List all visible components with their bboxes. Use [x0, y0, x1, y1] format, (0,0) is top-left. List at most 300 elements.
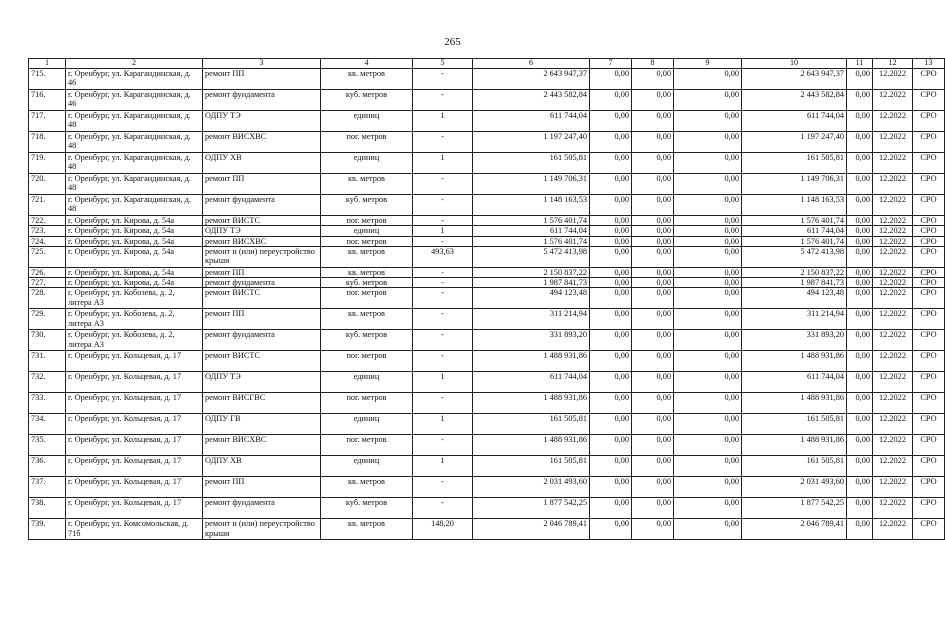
table-row	[29, 174, 945, 195]
fund-cell: 0,00	[590, 216, 632, 226]
row-number-cell: 728.	[29, 288, 66, 309]
extra-cell: 0,00	[847, 372, 873, 393]
source-cell: СРО	[913, 216, 945, 226]
quantity-cell: -	[413, 477, 473, 498]
quantity-cell: -	[413, 195, 473, 216]
row-number-cell: 724.	[29, 236, 66, 246]
budget-cell: 0,00	[632, 414, 674, 435]
extra-cell: 0,00	[847, 456, 873, 477]
fund-cell: 0,00	[590, 351, 632, 372]
row-number-cell: 738.	[29, 498, 66, 519]
work-type-cell: ОДПУ ТЭ	[203, 226, 321, 236]
other-cell: 0,00	[674, 393, 742, 414]
budget-cell: 0,00	[632, 278, 674, 288]
address-cell: г. Оренбург, ул. Кольцевая, д. 17	[66, 435, 203, 456]
work-type-cell: ремонт ПП	[203, 477, 321, 498]
row-number-cell: 721.	[29, 195, 66, 216]
extra-cell: 0,00	[847, 519, 873, 540]
work-type-cell: ремонт ВИСТС	[203, 288, 321, 309]
deadline-cell: 12.2022	[873, 288, 913, 309]
work-type-cell: ремонт ВИСХВС	[203, 435, 321, 456]
owner-funds-cell: 2 150 837,22	[742, 267, 847, 277]
total-cost-cell: 1 149 706,31	[473, 174, 590, 195]
deadline-cell: 12.2022	[873, 456, 913, 477]
fund-cell: 0,00	[590, 288, 632, 309]
address-cell: г. Оренбург, ул. Кольцевая, д. 17	[66, 372, 203, 393]
row-number-cell: 723.	[29, 226, 66, 236]
unit-cell: кв. метров	[321, 267, 413, 277]
deadline-cell: 12.2022	[873, 153, 913, 174]
address-cell: г. Оренбург, ул. Карагандинская, д. 46	[66, 69, 203, 90]
budget-cell: 0,00	[632, 174, 674, 195]
table-row	[29, 226, 945, 236]
source-cell: СРО	[913, 246, 945, 267]
budget-cell: 0,00	[632, 456, 674, 477]
other-cell: 0,00	[674, 195, 742, 216]
source-cell: СРО	[913, 69, 945, 90]
address-cell: г. Оренбург, ул. Кирова, д. 54а	[66, 226, 203, 236]
row-number-cell: 739.	[29, 519, 66, 540]
other-cell: 0,00	[674, 519, 742, 540]
other-cell: 0,00	[674, 216, 742, 226]
owner-funds-cell: 161 505,81	[742, 414, 847, 435]
owner-funds-cell: 1 149 706,31	[742, 174, 847, 195]
address-cell: г. Оренбург, ул. Кольцевая, д. 17	[66, 477, 203, 498]
row-number-cell: 729.	[29, 309, 66, 330]
quantity-cell: -	[413, 330, 473, 351]
quantity-cell: -	[413, 90, 473, 111]
deadline-cell: 12.2022	[873, 309, 913, 330]
other-cell: 0,00	[674, 267, 742, 277]
extra-cell: 0,00	[847, 216, 873, 226]
extra-cell: 0,00	[847, 90, 873, 111]
other-cell: 0,00	[674, 309, 742, 330]
source-cell: СРО	[913, 519, 945, 540]
table-row	[29, 236, 945, 246]
unit-cell: кв. метров	[321, 246, 413, 267]
source-cell: СРО	[913, 90, 945, 111]
extra-cell: 0,00	[847, 435, 873, 456]
budget-cell: 0,00	[632, 226, 674, 236]
table-row	[29, 288, 945, 309]
work-type-cell: ремонт ВИСГВС	[203, 393, 321, 414]
source-cell: СРО	[913, 435, 945, 456]
source-cell: СРО	[913, 132, 945, 153]
fund-cell: 0,00	[590, 498, 632, 519]
total-cost-cell: 1 148 163,53	[473, 195, 590, 216]
source-cell: СРО	[913, 351, 945, 372]
deadline-cell: 12.2022	[873, 414, 913, 435]
address-cell: г. Оренбург, ул. Кирова, д. 54а	[66, 246, 203, 267]
unit-cell: кв. метров	[321, 309, 413, 330]
column-header: 6	[473, 59, 590, 69]
source-cell: СРО	[913, 226, 945, 236]
unit-cell: пог. метров	[321, 236, 413, 246]
row-number-cell: 717.	[29, 111, 66, 132]
other-cell: 0,00	[674, 153, 742, 174]
unit-cell: кв. метров	[321, 519, 413, 540]
budget-cell: 0,00	[632, 477, 674, 498]
fund-cell: 0,00	[590, 174, 632, 195]
fund-cell: 0,00	[590, 330, 632, 351]
deadline-cell: 12.2022	[873, 111, 913, 132]
other-cell: 0,00	[674, 414, 742, 435]
quantity-cell: -	[413, 174, 473, 195]
column-header: 10	[742, 59, 847, 69]
extra-cell: 0,00	[847, 393, 873, 414]
deadline-cell: 12.2022	[873, 267, 913, 277]
budget-cell: 0,00	[632, 330, 674, 351]
work-type-cell: ремонт фундамента	[203, 195, 321, 216]
row-number-cell: 725.	[29, 246, 66, 267]
extra-cell: 0,00	[847, 351, 873, 372]
address-cell: г. Оренбург, ул. Кобозева, д. 2, литера А3	[66, 309, 203, 330]
work-type-cell: ремонт фундамента	[203, 90, 321, 111]
fund-cell: 0,00	[590, 226, 632, 236]
extra-cell: 0,00	[847, 195, 873, 216]
work-type-cell: ремонт и (или) переустройство крыши	[203, 519, 321, 540]
total-cost-cell: 311 214,94	[473, 309, 590, 330]
unit-cell: куб. метров	[321, 90, 413, 111]
row-number-cell: 716.	[29, 90, 66, 111]
source-cell: СРО	[913, 309, 945, 330]
total-cost-cell: 494 123,48	[473, 288, 590, 309]
total-cost-cell: 1 877 542,25	[473, 498, 590, 519]
column-header: 2	[66, 59, 203, 69]
owner-funds-cell: 5 472 413,98	[742, 246, 847, 267]
work-type-cell: ОДПУ ГВ	[203, 414, 321, 435]
total-cost-cell: 5 472 413,98	[473, 246, 590, 267]
deadline-cell: 12.2022	[873, 69, 913, 90]
table-row	[29, 330, 945, 351]
source-cell: СРО	[913, 498, 945, 519]
fund-cell: 0,00	[590, 278, 632, 288]
row-number-cell: 737.	[29, 477, 66, 498]
source-cell: СРО	[913, 111, 945, 132]
budget-cell: 0,00	[632, 309, 674, 330]
fund-cell: 0,00	[590, 69, 632, 90]
row-number-cell: 726.	[29, 267, 66, 277]
budget-cell: 0,00	[632, 216, 674, 226]
address-cell: г. Оренбург, ул. Кирова, д. 54а	[66, 267, 203, 277]
row-number-cell: 730.	[29, 330, 66, 351]
total-cost-cell: 161 505,81	[473, 153, 590, 174]
other-cell: 0,00	[674, 498, 742, 519]
table-row	[29, 393, 945, 414]
table-row	[29, 111, 945, 132]
column-header: 9	[674, 59, 742, 69]
fund-cell: 0,00	[590, 132, 632, 153]
owner-funds-cell: 2 046 789,41	[742, 519, 847, 540]
work-type-cell: ремонт фундамента	[203, 278, 321, 288]
row-number-cell: 718.	[29, 132, 66, 153]
quantity-cell: -	[413, 132, 473, 153]
extra-cell: 0,00	[847, 267, 873, 277]
row-number-cell: 720.	[29, 174, 66, 195]
total-cost-cell: 331 893,20	[473, 330, 590, 351]
budget-cell: 0,00	[632, 236, 674, 246]
source-cell: СРО	[913, 330, 945, 351]
other-cell: 0,00	[674, 69, 742, 90]
unit-cell: кв. метров	[321, 174, 413, 195]
column-header: 11	[847, 59, 873, 69]
source-cell: СРО	[913, 477, 945, 498]
work-type-cell: ОДПУ ХВ	[203, 153, 321, 174]
owner-funds-cell: 1 148 163,53	[742, 195, 847, 216]
address-cell: г. Оренбург, ул. Кольцевая, д. 17	[66, 414, 203, 435]
quantity-cell: -	[413, 351, 473, 372]
total-cost-cell: 1 488 931,86	[473, 351, 590, 372]
fund-cell: 0,00	[590, 236, 632, 246]
table-row	[29, 90, 945, 111]
other-cell: 0,00	[674, 278, 742, 288]
work-type-cell: ремонт ВИСХВС	[203, 132, 321, 153]
budget-cell: 0,00	[632, 195, 674, 216]
extra-cell: 0,00	[847, 226, 873, 236]
row-number-cell: 736.	[29, 456, 66, 477]
unit-cell: единиц	[321, 456, 413, 477]
extra-cell: 0,00	[847, 309, 873, 330]
unit-cell: пог. метров	[321, 435, 413, 456]
address-cell: г. Оренбург, ул. Карагандинская, д. 48	[66, 153, 203, 174]
total-cost-cell: 1 197 247,40	[473, 132, 590, 153]
extra-cell: 0,00	[847, 477, 873, 498]
deadline-cell: 12.2022	[873, 132, 913, 153]
deadline-cell: 12.2022	[873, 278, 913, 288]
fund-cell: 0,00	[590, 477, 632, 498]
owner-funds-cell: 331 893,20	[742, 330, 847, 351]
owner-funds-cell: 1 488 931,86	[742, 393, 847, 414]
quantity-cell: 1	[413, 456, 473, 477]
deadline-cell: 12.2022	[873, 351, 913, 372]
row-number-cell: 734.	[29, 414, 66, 435]
budget-cell: 0,00	[632, 132, 674, 153]
total-cost-cell: 2 443 582,84	[473, 90, 590, 111]
other-cell: 0,00	[674, 174, 742, 195]
row-number-cell: 722.	[29, 216, 66, 226]
fund-cell: 0,00	[590, 153, 632, 174]
total-cost-cell: 1 987 841,73	[473, 278, 590, 288]
quantity-cell: 493,63	[413, 246, 473, 267]
source-cell: СРО	[913, 236, 945, 246]
deadline-cell: 12.2022	[873, 195, 913, 216]
deadline-cell: 12.2022	[873, 477, 913, 498]
unit-cell: единиц	[321, 153, 413, 174]
owner-funds-cell: 161 505,81	[742, 153, 847, 174]
other-cell: 0,00	[674, 477, 742, 498]
source-cell: СРО	[913, 372, 945, 393]
table-row	[29, 132, 945, 153]
address-cell: г. Оренбург, ул. Кобозева, д. 2, литера А3	[66, 330, 203, 351]
deadline-cell: 12.2022	[873, 246, 913, 267]
work-type-cell: ремонт ВИСХВС	[203, 236, 321, 246]
work-type-cell: ремонт ПП	[203, 309, 321, 330]
budget-cell: 0,00	[632, 351, 674, 372]
extra-cell: 0,00	[847, 111, 873, 132]
source-cell: СРО	[913, 195, 945, 216]
extra-cell: 0,00	[847, 498, 873, 519]
row-number-cell: 719.	[29, 153, 66, 174]
extra-cell: 0,00	[847, 330, 873, 351]
column-header: 1	[29, 59, 66, 69]
quantity-cell: -	[413, 309, 473, 330]
fund-cell: 0,00	[590, 456, 632, 477]
total-cost-cell: 611 744,04	[473, 372, 590, 393]
row-number-cell: 733.	[29, 393, 66, 414]
budget-cell: 0,00	[632, 267, 674, 277]
deadline-cell: 12.2022	[873, 236, 913, 246]
work-type-cell: ремонт и (или) переустройство крыши	[203, 246, 321, 267]
column-header: 12	[873, 59, 913, 69]
owner-funds-cell: 311 214,94	[742, 309, 847, 330]
address-cell: г. Оренбург, ул. Карагандинская, д. 48	[66, 132, 203, 153]
work-type-cell: ремонт ПП	[203, 69, 321, 90]
address-cell: г. Оренбург, ул. Кирова, д. 54а	[66, 216, 203, 226]
work-type-cell: ремонт фундамента	[203, 498, 321, 519]
unit-cell: кв. метров	[321, 69, 413, 90]
unit-cell: куб. метров	[321, 278, 413, 288]
work-type-cell: ремонт ПП	[203, 267, 321, 277]
table-row	[29, 246, 945, 267]
quantity-cell: 1	[413, 153, 473, 174]
unit-cell: куб. метров	[321, 498, 413, 519]
deadline-cell: 12.2022	[873, 216, 913, 226]
column-header: 7	[590, 59, 632, 69]
deadline-cell: 12.2022	[873, 435, 913, 456]
address-cell: г. Оренбург, ул. Кольцевая, д. 17	[66, 351, 203, 372]
extra-cell: 0,00	[847, 278, 873, 288]
table-row	[29, 69, 945, 90]
address-cell: г. Оренбург, ул. Карагандинская, д. 48	[66, 174, 203, 195]
other-cell: 0,00	[674, 236, 742, 246]
unit-cell: пог. метров	[321, 216, 413, 226]
quantity-cell: -	[413, 278, 473, 288]
table-row	[29, 278, 945, 288]
fund-cell: 0,00	[590, 372, 632, 393]
unit-cell: пог. метров	[321, 132, 413, 153]
address-cell: г. Оренбург, ул. Кольцевая, д. 17	[66, 456, 203, 477]
fund-cell: 0,00	[590, 111, 632, 132]
column-header: 8	[632, 59, 674, 69]
unit-cell: единиц	[321, 226, 413, 236]
other-cell: 0,00	[674, 246, 742, 267]
quantity-cell: -	[413, 267, 473, 277]
owner-funds-cell: 2 443 582,84	[742, 90, 847, 111]
budget-cell: 0,00	[632, 69, 674, 90]
owner-funds-cell: 1 576 401,74	[742, 216, 847, 226]
table-body	[29, 69, 945, 540]
column-header: 3	[203, 59, 321, 69]
budget-cell: 0,00	[632, 246, 674, 267]
budget-cell: 0,00	[632, 498, 674, 519]
fund-cell: 0,00	[590, 90, 632, 111]
unit-cell: единиц	[321, 372, 413, 393]
extra-cell: 0,00	[847, 246, 873, 267]
deadline-cell: 12.2022	[873, 330, 913, 351]
capital-repair-table	[28, 58, 945, 540]
unit-cell: кв. метров	[321, 477, 413, 498]
budget-cell: 0,00	[632, 288, 674, 309]
total-cost-cell: 2 046 789,41	[473, 519, 590, 540]
owner-funds-cell: 1 877 542,25	[742, 498, 847, 519]
table-row	[29, 477, 945, 498]
fund-cell: 0,00	[590, 246, 632, 267]
column-header: 4	[321, 59, 413, 69]
table-row	[29, 414, 945, 435]
total-cost-cell: 2 031 493,60	[473, 477, 590, 498]
other-cell: 0,00	[674, 226, 742, 236]
extra-cell: 0,00	[847, 414, 873, 435]
table-row	[29, 372, 945, 393]
address-cell: г. Оренбург, ул. Кирова, д. 54а	[66, 236, 203, 246]
address-cell: г. Оренбург, ул. Кольцевая, д. 17	[66, 498, 203, 519]
row-number-cell: 715.	[29, 69, 66, 90]
table-row	[29, 435, 945, 456]
owner-funds-cell: 1 987 841,73	[742, 278, 847, 288]
owner-funds-cell: 494 123,48	[742, 288, 847, 309]
address-cell: г. Оренбург, ул. Карагандинская, д. 48	[66, 195, 203, 216]
other-cell: 0,00	[674, 90, 742, 111]
column-header: 13	[913, 59, 945, 69]
table-row	[29, 153, 945, 174]
unit-cell: куб. метров	[321, 330, 413, 351]
extra-cell: 0,00	[847, 174, 873, 195]
quantity-cell: -	[413, 216, 473, 226]
fund-cell: 0,00	[590, 519, 632, 540]
row-number-cell: 727.	[29, 278, 66, 288]
owner-funds-cell: 1 576 401,74	[742, 236, 847, 246]
table-row	[29, 456, 945, 477]
total-cost-cell: 611 744,04	[473, 111, 590, 132]
address-cell: г. Оренбург, ул. Карагандинская, д. 46	[66, 90, 203, 111]
row-number-cell: 731.	[29, 351, 66, 372]
budget-cell: 0,00	[632, 519, 674, 540]
unit-cell: единиц	[321, 414, 413, 435]
quantity-cell: -	[413, 288, 473, 309]
owner-funds-cell: 2 031 493,60	[742, 477, 847, 498]
table-row	[29, 351, 945, 372]
total-cost-cell: 161 505,81	[473, 456, 590, 477]
table-row	[29, 195, 945, 216]
work-type-cell: ОДПУ ТЭ	[203, 111, 321, 132]
deadline-cell: 12.2022	[873, 393, 913, 414]
other-cell: 0,00	[674, 132, 742, 153]
other-cell: 0,00	[674, 435, 742, 456]
work-type-cell: ОДПУ ХВ	[203, 456, 321, 477]
owner-funds-cell: 611 744,04	[742, 111, 847, 132]
owner-funds-cell: 1 488 931,86	[742, 435, 847, 456]
quantity-cell: 1	[413, 226, 473, 236]
budget-cell: 0,00	[632, 435, 674, 456]
fund-cell: 0,00	[590, 267, 632, 277]
owner-funds-cell: 1 488 931,86	[742, 351, 847, 372]
budget-cell: 0,00	[632, 372, 674, 393]
owner-funds-cell: 611 744,04	[742, 372, 847, 393]
deadline-cell: 12.2022	[873, 174, 913, 195]
unit-cell: пог. метров	[321, 393, 413, 414]
total-cost-cell: 611 744,04	[473, 226, 590, 236]
address-cell: г. Оренбург, ул. Комсомольская, д. 71б	[66, 519, 203, 540]
budget-cell: 0,00	[632, 153, 674, 174]
address-cell: г. Оренбург, ул. Кирова, д. 54а	[66, 278, 203, 288]
extra-cell: 0,00	[847, 236, 873, 246]
other-cell: 0,00	[674, 288, 742, 309]
work-type-cell: ремонт ПП	[203, 174, 321, 195]
other-cell: 0,00	[674, 330, 742, 351]
quantity-cell: 1	[413, 372, 473, 393]
budget-cell: 0,00	[632, 90, 674, 111]
work-type-cell: ОДПУ ТЭ	[203, 372, 321, 393]
